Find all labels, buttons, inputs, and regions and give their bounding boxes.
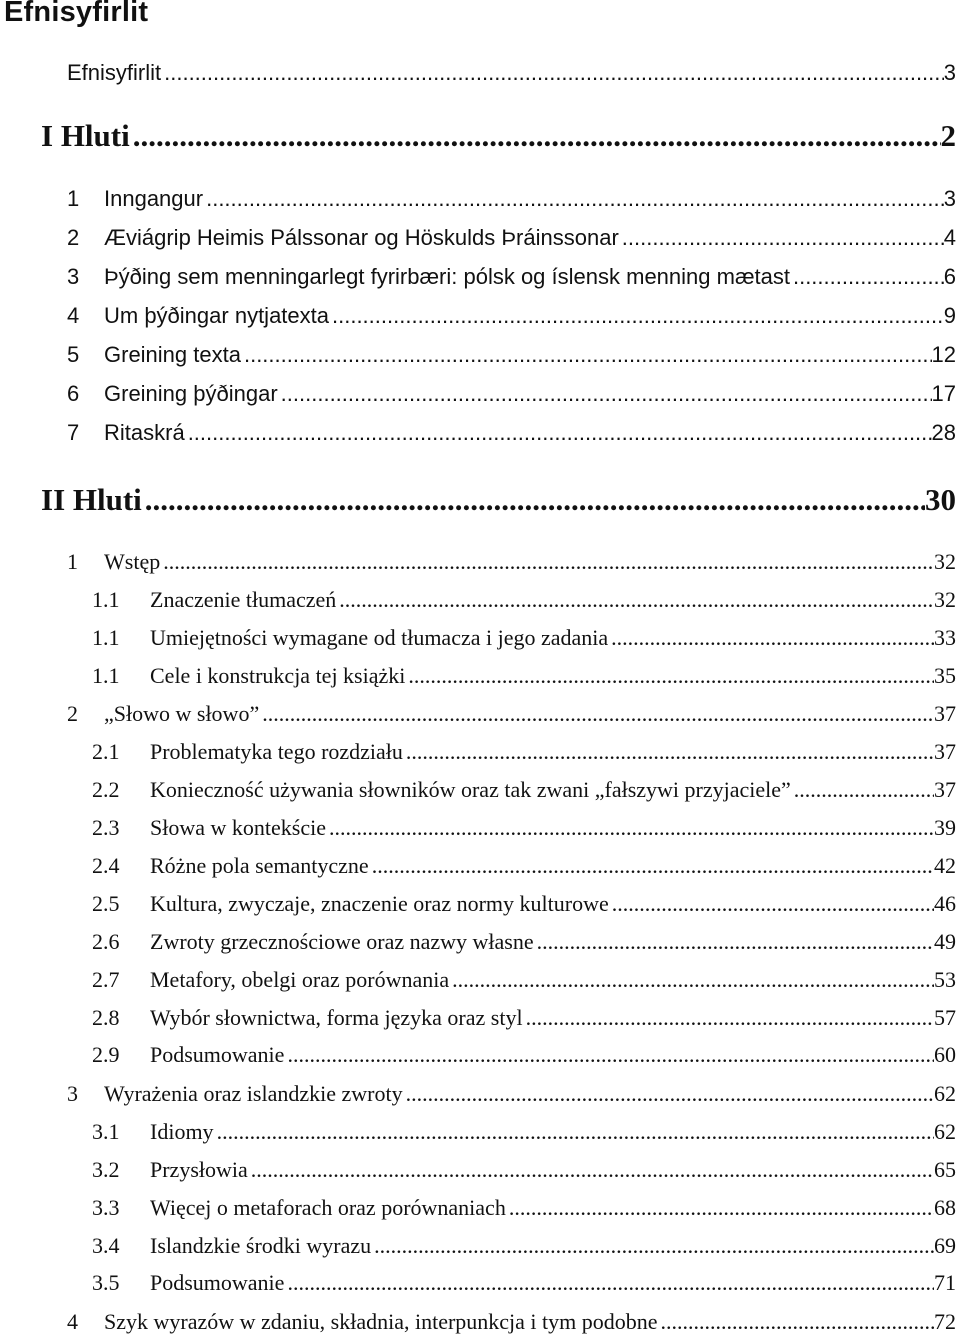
toc-entry-page-number: 17 <box>931 381 956 406</box>
toc-dot-leader <box>619 225 944 251</box>
toc-entry-page-number: 71 <box>934 1270 956 1295</box>
toc-entry[interactable] <box>92 891 956 917</box>
toc-entry-number: 3.3 <box>92 1195 120 1220</box>
toc-entry[interactable] <box>67 60 956 86</box>
toc-entry-number: 1.1 <box>92 587 120 612</box>
toc-dot-leader <box>449 967 934 993</box>
toc-entry-title: Um þýðingar nytjatexta <box>104 303 329 328</box>
toc-entry-page-number: 72 <box>934 1309 956 1334</box>
toc-entry-number: 2.5 <box>92 891 120 916</box>
toc-entry-title: Islandzkie środki wyrazu <box>150 1233 372 1258</box>
toc-dot-leader <box>142 482 925 518</box>
toc-dot-leader <box>278 381 932 407</box>
toc-dot-leader <box>259 701 934 727</box>
toc-dot-leader <box>336 587 934 613</box>
toc-entry-page-number: 32 <box>934 587 956 612</box>
toc-entry-page-number: 62 <box>934 1119 956 1144</box>
toc-entry-title: II Hluti <box>41 482 142 517</box>
toc-dot-leader <box>791 777 934 803</box>
toc-entry-number: 2 <box>67 225 80 250</box>
toc-entry[interactable] <box>67 186 956 212</box>
toc-entry-page-number: 60 <box>934 1042 956 1067</box>
toc-entry-number: 3 <box>67 264 80 289</box>
toc-entry[interactable] <box>92 1042 956 1068</box>
toc-dot-leader <box>203 186 944 212</box>
toc-entry-number: 1 <box>67 549 78 574</box>
toc-entry-number: 3 <box>67 1081 78 1106</box>
toc-dot-leader <box>284 1270 934 1296</box>
toc-entry-page-number: 42 <box>934 853 956 878</box>
toc-entry-title: Ritaskrá <box>104 420 185 445</box>
toc-dot-leader <box>658 1309 934 1335</box>
toc-entry-title: Efnisyfirlit <box>67 60 162 85</box>
toc-dot-leader <box>405 663 934 689</box>
toc-entry-number: 4 <box>67 1309 78 1334</box>
toc-entry-number: 2.7 <box>92 967 120 992</box>
toc-dot-leader <box>160 549 934 575</box>
toc-dot-leader <box>608 625 934 651</box>
toc-entry[interactable] <box>67 549 956 575</box>
toc-entry-page-number: 28 <box>931 420 956 445</box>
toc-dot-leader <box>130 118 941 154</box>
toc-entry-page-number: 62 <box>934 1081 956 1106</box>
toc-entry[interactable] <box>67 303 956 329</box>
toc-heading: Efnisyfirlit <box>4 0 149 28</box>
toc-entry-title: Kultura, zwyczaje, znaczenie oraz normy kulturowe <box>150 891 609 916</box>
toc-entry[interactable] <box>92 1233 956 1259</box>
toc-entry[interactable] <box>41 118 956 154</box>
toc-entry[interactable] <box>67 342 956 368</box>
toc-entry-title: Greining þýðingar <box>104 381 278 406</box>
toc-dot-leader <box>506 1195 934 1221</box>
toc-entry[interactable] <box>92 853 956 879</box>
toc-entry[interactable] <box>67 701 956 727</box>
toc-entry-page-number: 49 <box>934 929 956 954</box>
toc-entry-number: 3.4 <box>92 1233 120 1258</box>
toc-entry-title: Przysłowia <box>150 1157 248 1182</box>
toc-entry-page-number: 39 <box>934 815 956 840</box>
toc-entry-page-number: 30 <box>925 482 956 517</box>
toc-entry-title: Podsumowanie <box>150 1042 285 1067</box>
toc-entry-number: 7 <box>67 420 80 445</box>
toc-entry-number: 2.3 <box>92 815 120 840</box>
toc-entry-title: Więcej o metaforach oraz porównaniach <box>150 1195 506 1220</box>
toc-entry[interactable] <box>92 1195 956 1221</box>
toc-entry-title: Umiejętności wymagane od tłumacza i jego zadania <box>150 625 609 650</box>
toc-entry-page-number: 9 <box>943 303 956 328</box>
toc-dot-leader <box>248 1157 934 1183</box>
toc-entry-title: Różne pola semantyczne <box>150 853 369 878</box>
toc-entry-title: Znaczenie tłumaczeń <box>150 587 337 612</box>
toc-entry-number: 3.2 <box>92 1157 120 1182</box>
toc-entry-page-number: 33 <box>934 625 956 650</box>
toc-entry-page-number: 3 <box>943 60 956 85</box>
toc-entry-page-number: 46 <box>934 891 956 916</box>
toc-dot-leader <box>161 60 944 86</box>
toc-entry-number: 2.8 <box>92 1005 120 1030</box>
toc-dot-leader <box>534 929 934 955</box>
toc-entry[interactable] <box>92 1270 956 1296</box>
toc-entry-number: 2.2 <box>92 777 120 802</box>
toc-dot-leader <box>403 1081 934 1107</box>
toc-entry-number: 3.1 <box>92 1119 120 1144</box>
toc-entry-page-number: 4 <box>943 225 956 250</box>
toc-dot-leader <box>369 853 934 879</box>
toc-entry[interactable] <box>67 264 956 290</box>
toc-entry-page-number: 37 <box>934 701 956 726</box>
toc-entry-page-number: 2 <box>940 118 956 153</box>
toc-entry[interactable] <box>67 1081 956 1107</box>
toc-entry-number: 5 <box>67 342 80 367</box>
toc-entry-title: Szyk wyrazów w zdaniu, składnia, interpunkcja i tym podobne <box>104 1309 658 1334</box>
toc-entry-title: Słowa w kontekście <box>150 815 326 840</box>
toc-entry[interactable] <box>92 625 956 651</box>
toc-entry[interactable] <box>67 381 956 407</box>
toc-entry-title: Þýðing sem menningarlegt fyrirbæri: pólsk og íslensk menning mætast <box>104 264 790 289</box>
toc-entry-title: Æviágrip Heimis Pálssonar og Höskulds Þráinssonar <box>104 225 619 250</box>
toc-entry-number: 6 <box>67 381 80 406</box>
toc-dot-leader <box>371 1233 934 1259</box>
toc-dot-leader <box>284 1042 934 1068</box>
toc-entry-title: Podsumowanie <box>150 1270 285 1295</box>
toc-entry-number: 4 <box>67 303 80 328</box>
toc-entry-title: Idiomy <box>150 1119 214 1144</box>
toc-entry-title: Wybór słownictwa, forma języka oraz styl <box>150 1005 523 1030</box>
toc-entry-number: 1.1 <box>92 663 120 688</box>
toc-entry-page-number: 65 <box>934 1157 956 1182</box>
toc-entry[interactable] <box>92 587 956 613</box>
toc-entry[interactable] <box>92 929 956 955</box>
toc-entry-page-number: 3 <box>943 186 956 211</box>
toc-entry-title: Inngangur <box>104 186 204 211</box>
toc-entry[interactable] <box>41 482 956 518</box>
toc-entry-page-number: 35 <box>934 663 956 688</box>
toc-entry-title: Problematyka tego rozdziału <box>150 739 403 764</box>
toc-dot-leader <box>214 1119 934 1145</box>
toc-dot-leader <box>523 1005 934 1031</box>
toc-entry-number: 3.5 <box>92 1270 120 1295</box>
toc-entry-number: 2.4 <box>92 853 120 878</box>
toc-entry-title: Cele i konstrukcja tej książki <box>150 663 406 688</box>
toc-entry-title: Greining texta <box>104 342 241 367</box>
toc-entry-page-number: 12 <box>931 342 956 367</box>
toc-entry-number: 2.6 <box>92 929 120 954</box>
toc-entry[interactable] <box>92 739 956 765</box>
toc-dot-leader <box>326 815 934 841</box>
toc-entry-number: 2.1 <box>92 739 120 764</box>
toc-dot-leader <box>609 891 934 917</box>
toc-entry-title: Zwroty grzecznościowe oraz nazwy własne <box>150 929 534 954</box>
toc-entry[interactable] <box>67 1309 956 1335</box>
toc-entry-number: 1 <box>67 186 80 211</box>
toc-entry-number: 2.9 <box>92 1042 120 1067</box>
toc-entry-title: Metafory, obelgi oraz porównania <box>150 967 450 992</box>
toc-entry-title: Wstęp <box>104 549 161 574</box>
toc-entry-page-number: 6 <box>943 264 956 289</box>
toc-entry-page-number: 69 <box>934 1233 956 1258</box>
toc-entry[interactable] <box>92 663 956 689</box>
toc-dot-leader <box>790 264 944 290</box>
toc-entry[interactable] <box>92 815 956 841</box>
toc-dot-leader <box>185 420 932 446</box>
toc-dot-leader <box>403 739 934 765</box>
toc-entry[interactable] <box>67 225 956 251</box>
toc-dot-leader <box>241 342 932 368</box>
toc-entry-title: „Słowo w słowo” <box>104 701 260 726</box>
toc-dot-leader <box>329 303 944 329</box>
toc-entry-page-number: 37 <box>934 739 956 764</box>
toc-entry-title: I Hluti <box>41 118 130 153</box>
toc-entry-number: 1.1 <box>92 625 120 650</box>
toc-entry-title: Wyrażenia oraz islandzkie zwroty <box>104 1081 403 1106</box>
toc-entry-title: Konieczność używania słowników oraz tak zwani „fałszywi przyjaciele” <box>150 777 791 802</box>
toc-entry-page-number: 53 <box>934 967 956 992</box>
toc-entry-number: 2 <box>67 701 78 726</box>
toc-entry-page-number: 32 <box>934 549 956 574</box>
toc-entry[interactable] <box>92 1005 956 1031</box>
toc-entry-page-number: 68 <box>934 1195 956 1220</box>
toc-entry-page-number: 57 <box>934 1005 956 1030</box>
toc-entry[interactable] <box>92 967 956 993</box>
toc-entry-page-number: 37 <box>934 777 956 802</box>
toc-entry[interactable] <box>92 1119 956 1145</box>
toc-entry[interactable] <box>67 420 956 446</box>
toc-entry[interactable] <box>92 777 956 803</box>
toc-entry[interactable] <box>92 1157 956 1183</box>
